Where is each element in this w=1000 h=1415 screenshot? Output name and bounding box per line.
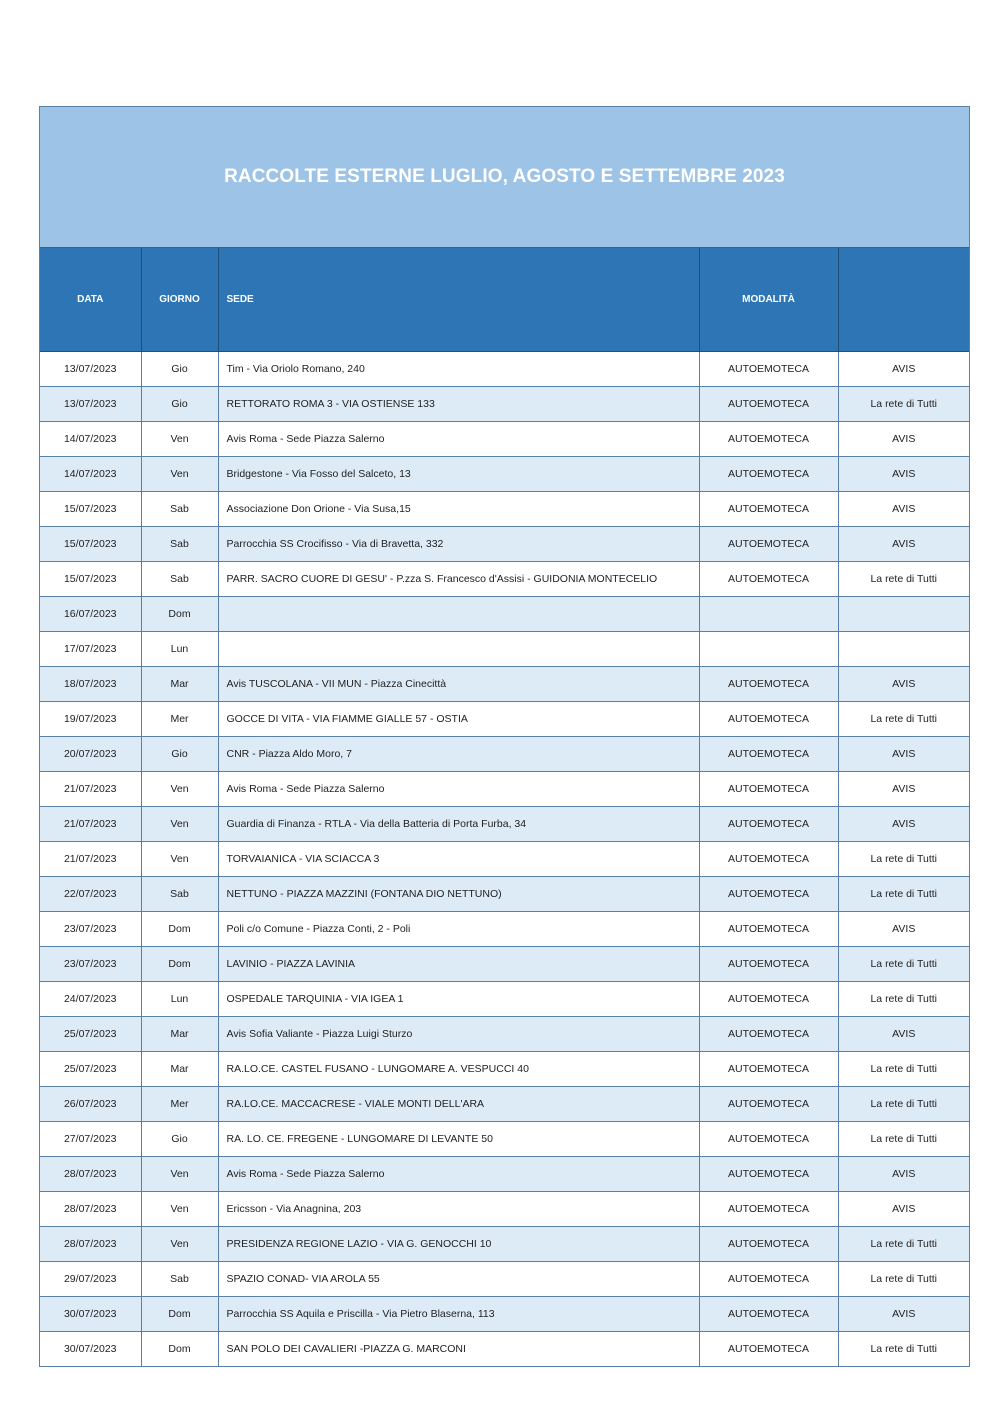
cell-ente [838, 597, 969, 632]
page-title: RACCOLTE ESTERNE LUGLIO, AGOSTO E SETTEMBRE 2023 [224, 166, 785, 187]
cell-data: 20/07/2023 [40, 737, 141, 772]
table-row [40, 597, 969, 632]
cell-ente: AVIS [838, 422, 969, 457]
cell-ente: La rete di Tutti [838, 562, 969, 597]
cell-giorno: Dom [141, 912, 218, 947]
cell-modalita [699, 597, 838, 632]
cell-ente: AVIS [838, 1017, 969, 1052]
cell-modalita: AUTOEMOTECA [699, 912, 838, 947]
cell-data: 30/07/2023 [40, 1332, 141, 1367]
cell-sede: Avis Roma - Sede Piazza Salerno [218, 422, 699, 457]
cell-modalita: AUTOEMOTECA [699, 492, 838, 527]
cell-sede: OSPEDALE TARQUINIA - VIA IGEA 1 [218, 982, 699, 1017]
cell-giorno: Dom [141, 947, 218, 982]
cell-modalita: AUTOEMOTECA [699, 772, 838, 807]
header-extra [838, 248, 969, 352]
table-row [40, 947, 969, 982]
cell-data: 23/07/2023 [40, 947, 141, 982]
cell-giorno: Gio [141, 352, 218, 387]
cell-ente: La rete di Tutti [838, 1122, 969, 1157]
table-row [40, 1297, 969, 1332]
cell-sede: PARR. SACRO CUORE DI GESU' - P.zza S. Francesco d'Assisi - GUIDONIA MONTECELIO [218, 562, 699, 597]
cell-modalita: AUTOEMOTECA [699, 1052, 838, 1087]
cell-ente: AVIS [838, 667, 969, 702]
title-band [40, 107, 969, 248]
cell-modalita: AUTOEMOTECA [699, 737, 838, 772]
cell-data: 28/07/2023 [40, 1227, 141, 1262]
cell-data: 14/07/2023 [40, 422, 141, 457]
cell-sede: RETTORATO ROMA 3 - VIA OSTIENSE 133 [218, 387, 699, 422]
table-row [40, 387, 969, 422]
cell-data: 26/07/2023 [40, 1087, 141, 1122]
cell-sede [218, 632, 699, 667]
cell-data: 21/07/2023 [40, 842, 141, 877]
cell-modalita: AUTOEMOTECA [699, 1227, 838, 1262]
cell-giorno: Ven [141, 1192, 218, 1227]
cell-data: 25/07/2023 [40, 1052, 141, 1087]
cell-modalita: AUTOEMOTECA [699, 947, 838, 982]
cell-giorno: Gio [141, 1122, 218, 1157]
cell-data: 13/07/2023 [40, 352, 141, 387]
schedule-table [40, 248, 969, 1367]
cell-ente: AVIS [838, 1297, 969, 1332]
cell-giorno: Lun [141, 982, 218, 1017]
cell-ente: La rete di Tutti [838, 1227, 969, 1262]
cell-modalita: AUTOEMOTECA [699, 562, 838, 597]
cell-data: 21/07/2023 [40, 807, 141, 842]
cell-data: 19/07/2023 [40, 702, 141, 737]
table-row [40, 807, 969, 842]
cell-sede: CNR - Piazza Aldo Moro, 7 [218, 737, 699, 772]
cell-sede: LAVINIO - PIAZZA LAVINIA [218, 947, 699, 982]
cell-ente [838, 632, 969, 667]
cell-giorno: Ven [141, 457, 218, 492]
cell-sede: RA. LO. CE. FREGENE - LUNGOMARE DI LEVANTE 50 [218, 1122, 699, 1157]
cell-giorno: Sab [141, 492, 218, 527]
cell-ente: La rete di Tutti [838, 842, 969, 877]
cell-giorno: Sab [141, 527, 218, 562]
table-row [40, 1017, 969, 1052]
table-row [40, 352, 969, 387]
cell-sede: Avis Roma - Sede Piazza Salerno [218, 772, 699, 807]
cell-giorno: Ven [141, 1227, 218, 1262]
table-row [40, 877, 969, 912]
cell-modalita: AUTOEMOTECA [699, 1087, 838, 1122]
header-row [40, 248, 969, 352]
cell-sede: NETTUNO - PIAZZA MAZZINI (FONTANA DIO NETTUNO) [218, 877, 699, 912]
table-row [40, 737, 969, 772]
cell-modalita: AUTOEMOTECA [699, 387, 838, 422]
cell-sede: SAN POLO DEI CAVALIERI -PIAZZA G. MARCONI [218, 1332, 699, 1367]
cell-sede [218, 597, 699, 632]
cell-giorno: Sab [141, 1262, 218, 1297]
cell-data: 17/07/2023 [40, 632, 141, 667]
table-row [40, 457, 969, 492]
cell-ente: La rete di Tutti [838, 982, 969, 1017]
cell-sede: Tim - Via Oriolo Romano, 240 [218, 352, 699, 387]
table-row [40, 1052, 969, 1087]
cell-ente: AVIS [838, 527, 969, 562]
cell-data: 21/07/2023 [40, 772, 141, 807]
cell-ente: AVIS [838, 492, 969, 527]
cell-modalita: AUTOEMOTECA [699, 807, 838, 842]
cell-sede: RA.LO.CE. CASTEL FUSANO - LUNGOMARE A. VESPUCCI 40 [218, 1052, 699, 1087]
cell-sede: Parrocchia SS Crocifisso - Via di Bravetta, 332 [218, 527, 699, 562]
table-row [40, 1157, 969, 1192]
table-row [40, 562, 969, 597]
cell-modalita: AUTOEMOTECA [699, 1192, 838, 1227]
cell-data: 28/07/2023 [40, 1157, 141, 1192]
cell-ente: La rete di Tutti [838, 387, 969, 422]
cell-giorno: Dom [141, 1332, 218, 1367]
cell-data: 14/07/2023 [40, 457, 141, 492]
cell-data: 13/07/2023 [40, 387, 141, 422]
cell-modalita: AUTOEMOTECA [699, 1122, 838, 1157]
cell-modalita: AUTOEMOTECA [699, 877, 838, 912]
cell-giorno: Mer [141, 702, 218, 737]
table-row [40, 667, 969, 702]
cell-data: 15/07/2023 [40, 527, 141, 562]
cell-data: 27/07/2023 [40, 1122, 141, 1157]
cell-data: 23/07/2023 [40, 912, 141, 947]
cell-giorno: Ven [141, 807, 218, 842]
header-modalita: MODALITÀ [699, 248, 838, 352]
cell-modalita: AUTOEMOTECA [699, 1017, 838, 1052]
cell-giorno: Gio [141, 387, 218, 422]
cell-data: 29/07/2023 [40, 1262, 141, 1297]
cell-sede: GOCCE DI VITA - VIA FIAMME GIALLE 57 - OSTIA [218, 702, 699, 737]
cell-giorno: Ven [141, 1157, 218, 1192]
table-row [40, 1122, 969, 1157]
cell-sede: RA.LO.CE. MACCACRESE - VIALE MONTI DELL'ARA [218, 1087, 699, 1122]
cell-ente: AVIS [838, 352, 969, 387]
table-row [40, 492, 969, 527]
cell-modalita: AUTOEMOTECA [699, 1297, 838, 1332]
header-data: DATA [40, 248, 141, 352]
cell-modalita: AUTOEMOTECA [699, 842, 838, 877]
cell-data: 28/07/2023 [40, 1192, 141, 1227]
cell-giorno: Gio [141, 737, 218, 772]
cell-giorno: Mar [141, 1017, 218, 1052]
cell-modalita: AUTOEMOTECA [699, 702, 838, 737]
cell-ente: La rete di Tutti [838, 1052, 969, 1087]
table-row [40, 1192, 969, 1227]
cell-sede: Avis Roma - Sede Piazza Salerno [218, 1157, 699, 1192]
cell-modalita: AUTOEMOTECA [699, 422, 838, 457]
cell-giorno: Dom [141, 1297, 218, 1332]
cell-sede: Ericsson - Via Anagnina, 203 [218, 1192, 699, 1227]
cell-giorno: Mer [141, 1087, 218, 1122]
cell-giorno: Ven [141, 842, 218, 877]
cell-sede: Parrocchia SS Aquila e Priscilla - Via Pietro Blaserna, 113 [218, 1297, 699, 1332]
cell-sede: Poli c/o Comune - Piazza Conti, 2 - Poli [218, 912, 699, 947]
table-row [40, 702, 969, 737]
table-row [40, 1227, 969, 1262]
table-row [40, 1332, 969, 1367]
cell-data: 25/07/2023 [40, 1017, 141, 1052]
cell-sede: Bridgestone - Via Fosso del Salceto, 13 [218, 457, 699, 492]
cell-giorno: Lun [141, 632, 218, 667]
cell-ente: La rete di Tutti [838, 1262, 969, 1297]
cell-ente: AVIS [838, 1192, 969, 1227]
cell-data: 16/07/2023 [40, 597, 141, 632]
cell-sede: Guardia di Finanza - RTLA - Via della Batteria di Porta Furba, 34 [218, 807, 699, 842]
cell-modalita: AUTOEMOTECA [699, 457, 838, 492]
cell-ente: La rete di Tutti [838, 702, 969, 737]
table-row [40, 772, 969, 807]
cell-giorno: Mar [141, 667, 218, 702]
cell-modalita: AUTOEMOTECA [699, 1157, 838, 1192]
header-sede: SEDE [218, 248, 699, 352]
table-row [40, 912, 969, 947]
schedule-sheet [39, 106, 970, 1367]
cell-sede: Avis Sofia Valiante - Piazza Luigi Sturzo [218, 1017, 699, 1052]
cell-giorno: Dom [141, 597, 218, 632]
cell-modalita: AUTOEMOTECA [699, 527, 838, 562]
cell-ente: La rete di Tutti [838, 877, 969, 912]
table-row [40, 842, 969, 877]
cell-modalita: AUTOEMOTECA [699, 1332, 838, 1367]
header-giorno: GIORNO [141, 248, 218, 352]
cell-giorno: Ven [141, 422, 218, 457]
cell-sede: TORVAIANICA - VIA SCIACCA 3 [218, 842, 699, 877]
table-row [40, 422, 969, 457]
cell-ente: AVIS [838, 1157, 969, 1192]
cell-modalita: AUTOEMOTECA [699, 982, 838, 1017]
table-row [40, 527, 969, 562]
cell-sede: Avis TUSCOLANA - VII MUN - Piazza Cinecittà [218, 667, 699, 702]
cell-data: 15/07/2023 [40, 562, 141, 597]
table-row [40, 632, 969, 667]
cell-modalita [699, 632, 838, 667]
table-row [40, 1087, 969, 1122]
cell-sede: SPAZIO CONAD- VIA AROLA 55 [218, 1262, 699, 1297]
cell-ente: La rete di Tutti [838, 947, 969, 982]
cell-modalita: AUTOEMOTECA [699, 667, 838, 702]
cell-sede: PRESIDENZA REGIONE LAZIO - VIA G. GENOCCHI 10 [218, 1227, 699, 1262]
cell-ente: AVIS [838, 912, 969, 947]
cell-data: 15/07/2023 [40, 492, 141, 527]
cell-ente: AVIS [838, 737, 969, 772]
cell-ente: AVIS [838, 457, 969, 492]
cell-giorno: Sab [141, 562, 218, 597]
table-row [40, 982, 969, 1017]
cell-ente: AVIS [838, 772, 969, 807]
cell-data: 24/07/2023 [40, 982, 141, 1017]
cell-giorno: Sab [141, 877, 218, 912]
cell-data: 30/07/2023 [40, 1297, 141, 1332]
cell-ente: AVIS [838, 807, 969, 842]
cell-ente: La rete di Tutti [838, 1332, 969, 1367]
cell-giorno: Ven [141, 772, 218, 807]
cell-data: 22/07/2023 [40, 877, 141, 912]
cell-modalita: AUTOEMOTECA [699, 352, 838, 387]
cell-ente: La rete di Tutti [838, 1087, 969, 1122]
cell-sede: Associazione Don Orione - Via Susa,15 [218, 492, 699, 527]
table-row [40, 1262, 969, 1297]
cell-data: 18/07/2023 [40, 667, 141, 702]
cell-modalita: AUTOEMOTECA [699, 1262, 838, 1297]
cell-giorno: Mar [141, 1052, 218, 1087]
